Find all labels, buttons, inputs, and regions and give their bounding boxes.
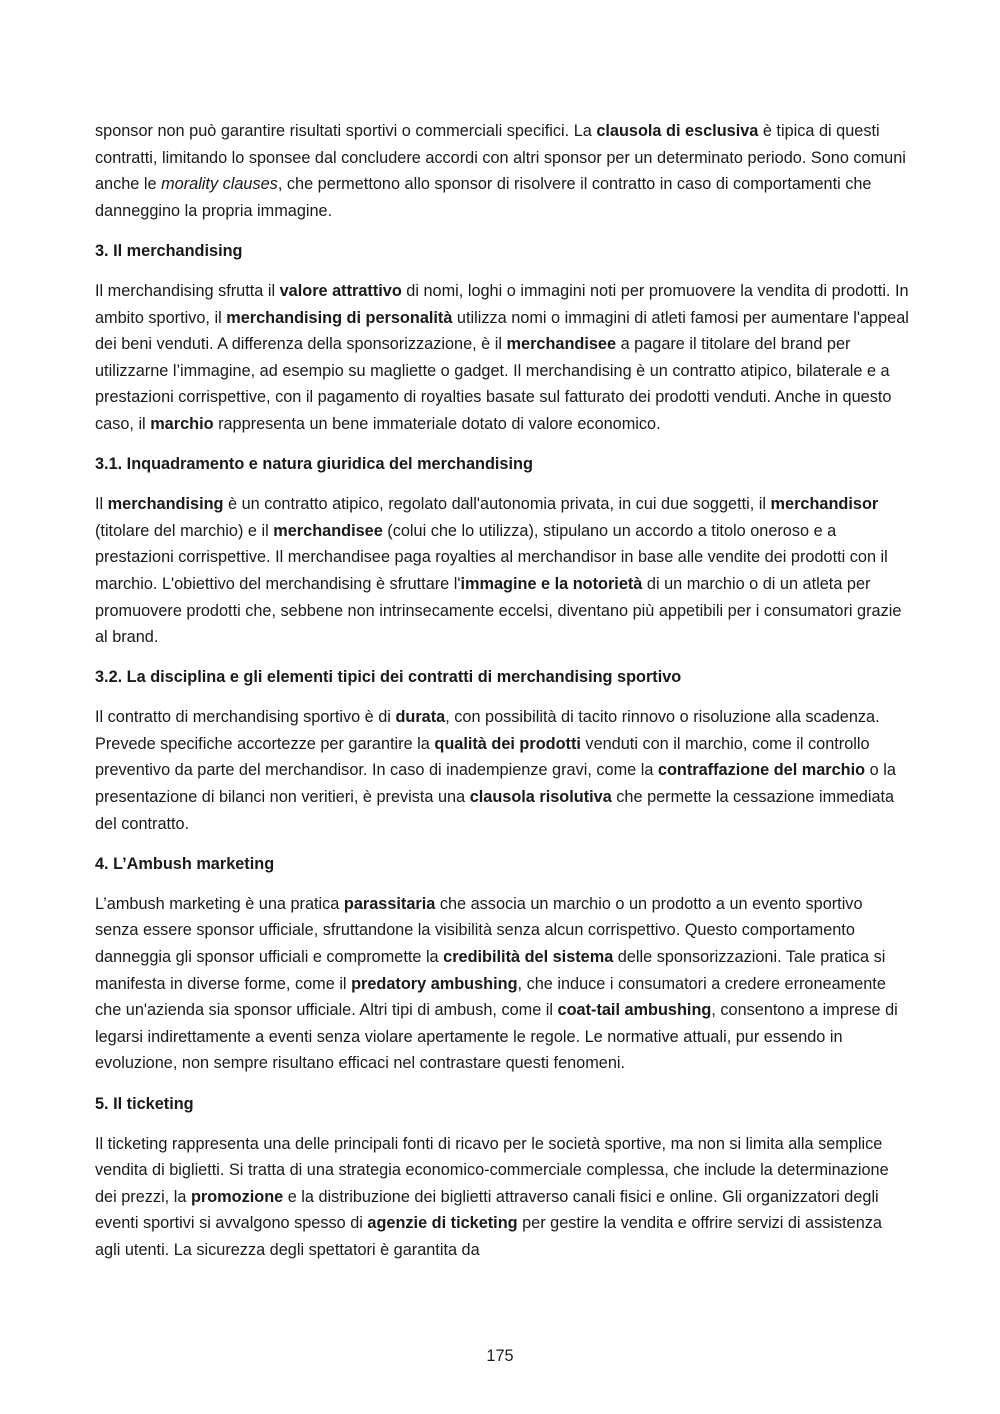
bold-term: parassitaria bbox=[343, 894, 436, 913]
bold-term: durata bbox=[395, 708, 446, 727]
paragraph-merchandising-contracts: Il contratto di merchandising sportivo è di durata, con possibilità di tacito rinnovo o risoluzione alla scadenza. Prevede specifiche accortezze per garantire la qualità dei prodotti venduti con il marchio, come il controllo preventivo da parte del merchandisor. In caso di inadempienze gravi, come la contraffazione del marchio o la presentazione di bilanci non veritieri, è prevista una clausola risolutiva che permette la cessazione immediata del contratto. bbox=[95, 708, 896, 833]
paragraph-ambush-marketing: L’ambush marketing è una pratica parassitaria che associa un marchio o un prodotto a un evento sportivo senza essere sponsor ufficiale, sfruttandone la visibilità senza alcun corrispettivo. Questo comportamento danneggia gli sponsor ufficiali e compromette la credibilità del sistema delle sponsorizzazioni. Tale pratica si manifesta in diverse forme, come il predatory ambushing, che induce i consumatori a credere erroneamente che un'azienda sia sponsor ufficiale. Altri tipi di ambush, come il coat-tail ambushing, consentono a imprese di legarsi indirettamente a eventi senza violare apertamente le regole. Le normative attuali, pur essendo in evoluzione, non sempre risultano efficaci nel contrastare questi fenomeni. bbox=[95, 894, 898, 1073]
document-page bbox=[95, 118, 910, 1277]
paragraph-ticketing: Il ticketing rappresenta una delle principali fonti di ricavo per le società sportive, ma non si limita alla semplice vendita di biglietti. Si tratta di una strategia economico-commerciale complessa, che include la determinazione dei prezzi, la promozione e la distribuzione dei biglietti attraverso canali fisici e online. Gli organizzatori degli eventi sportivi si avvalgono spesso di agenzie di ticketing per gestire la vendita e offrire servizi di assistenza agli utenti. La sicurezza degli spettatori è garantita da bbox=[95, 1134, 889, 1259]
paragraph-sponsorship-clauses: sponsor non può garantire risultati sportivi o commerciali specifici. La clausola di esclusiva è tipica di questi contratti, limitando lo sponsee dal concludere accordi con altri sponsor per un determinato periodo. Sono comuni anche le morality clauses, che permettono allo sponsor di risolvere il contratto in caso di comportamenti che danneggino la propria immagine. bbox=[95, 122, 906, 220]
bold-term: marchio bbox=[150, 414, 214, 433]
section-heading-3-2: 3.2. La disciplina e gli elementi tipici dei contratti di merchandising sportivo bbox=[95, 668, 682, 687]
bold-term: immagine e la notorietà bbox=[460, 574, 643, 593]
bold-term: merchandisee bbox=[273, 521, 383, 540]
bold-term: merchandisor bbox=[770, 495, 879, 514]
paragraph-merchandising: Il merchandising sfrutta il valore attrattivo di nomi, loghi o immagini noti per promuovere la vendita di prodotti. In ambito sportivo, il merchandising di personalità utilizza nomi o immagini di atleti famosi per aumentare l'appeal dei beni venduti. A differenza della sponsorizzazione, è il merchandisee a pagare il titolare del brand per utilizzarne l’immagine, ad esempio su magliette o gadget. Il merchandising è un contratto atipico, bilaterale e a prestazioni corrispettive, con il pagamento di royalties basate sul fatturato dei prodotti venduti. Anche in questo caso, il marchio rappresenta un bene immateriale dotato di valore economico. bbox=[95, 281, 909, 433]
bold-term: qualità dei prodotti bbox=[434, 734, 581, 753]
bold-term: merchandising di personalità bbox=[226, 308, 453, 327]
bold-term: predatory ambushing bbox=[351, 974, 518, 993]
paragraph-merchandising-legal-nature: Il merchandising è un contratto atipico, regolato dall'autonomia privata, in cui due soggetti, il merchandisor (titolare del marchio) e il merchandisee (colui che lo utilizza), stipulano un accordo a titolo oneroso e a prestazioni corrispettive. Il merchandisee paga royalties al merchandisor in base alle vendite dei prodotti con il marchio. L'obiettivo del merchandising è sfruttare l'immagine e la notorietà di un marchio o di un atleta per promuovere prodotti che, sebbene non intrinsecamente eccelsi, diventano più appetibili per i consumatori grazie al brand. bbox=[95, 495, 902, 647]
section-heading-ambush-marketing: 4. L’Ambush marketing bbox=[95, 854, 275, 873]
page-number: 175 bbox=[486, 1347, 514, 1365]
section-heading-merchandising: 3. Il merchandising bbox=[95, 241, 243, 260]
bold-term: merchandising bbox=[107, 495, 224, 514]
bold-term: clausola risolutiva bbox=[469, 788, 612, 807]
bold-term: credibilità del sistema bbox=[443, 948, 614, 967]
bold-term: clausola di esclusiva bbox=[596, 122, 759, 140]
bold-term: promozione bbox=[190, 1187, 284, 1206]
bold-term: agenzie di ticketing bbox=[367, 1214, 518, 1233]
bold-term: coat-tail ambushing bbox=[557, 1001, 712, 1020]
section-heading-ticketing: 5. Il ticketing bbox=[95, 1094, 194, 1113]
section-heading-3-1: 3.1. Inquadramento e natura giuridica del merchandising bbox=[95, 455, 533, 474]
bold-term: merchandisee bbox=[506, 335, 617, 354]
bold-term: contraffazione del marchio bbox=[657, 761, 866, 780]
italic-term: morality clauses bbox=[161, 175, 278, 194]
bold-term: valore attrattivo bbox=[279, 281, 402, 300]
